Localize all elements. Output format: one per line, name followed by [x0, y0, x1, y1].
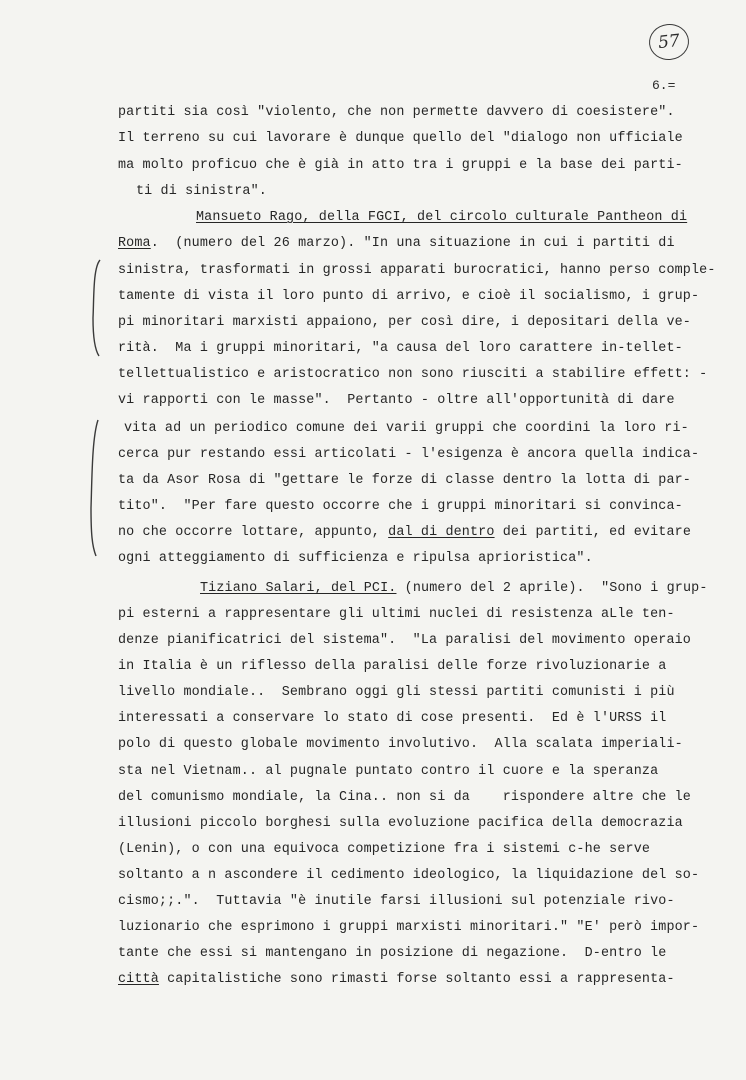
text-segment: no che occorre lottare, appunto,: [118, 525, 389, 540]
text-line: vi rapporti con le masse". Pertanto - oltre all'opportunità di dare: [118, 393, 675, 408]
text-segment: capitalistiche sono rimasti forse soltanto essi a rappresenta-: [158, 972, 675, 987]
text-line: polo di questo globale movimento involutivo. Alla scalata imperiali-: [118, 737, 683, 752]
text-line: pi esterni a rappresentare gli ultimi nuclei di resistenza aLle ten-: [118, 607, 675, 622]
text-line: ta da Asor Rosa di "gettare le forze di classe dentro la lotta di par-: [118, 473, 691, 488]
text-line: sta nel Vietnam.. al pugnale puntato contro il cuore e la speranza: [118, 764, 659, 779]
text-line: cismo;;.". Tuttavia "è inutile farsi illusioni sul potenziale rivo-: [118, 894, 675, 909]
text-line: Il terreno su cui lavorare è dunque quello del "dialogo non ufficiale: [118, 131, 683, 146]
text-line: ogni atteggiamento di sufficienza e ripulsa aprioristica".: [118, 551, 593, 566]
text-line: interessati a conservare lo stato di cose presenti. Ed è l'URSS il: [118, 711, 667, 726]
margin-bracket-mark: [90, 258, 104, 358]
text-line: ma molto proficuo che è già in atto tra i gruppi e la base dei parti-: [118, 158, 683, 173]
author-city: Roma: [118, 236, 151, 251]
text-line: livello mondiale.. Sembrano oggi gli stessi partiti comunisti i più: [118, 685, 675, 700]
text-segment: dei partiti, ed evitare: [494, 525, 692, 540]
text-line: del comunismo mondiale, la Cina.. non si da rispondere altre che le: [118, 790, 691, 805]
text-line: denze pianificatrici del sistema". "La paralisi del movimento operaio: [118, 633, 691, 648]
text-line: partiti sia così "violento, che non permette davvero di coesistere".: [118, 105, 675, 120]
text-segment: (numero del 2 aprile). "Sono i grup-: [396, 581, 708, 596]
text-line: [118, 524, 691, 542]
text-line: soltanto a n ascondere il cedimento ideologico, la liquidazione del so-: [118, 868, 700, 883]
text-line: [118, 235, 675, 253]
page-number: 6.=: [652, 78, 676, 93]
text-line: tellettualistico e aristocratico non sono riusciti a stabilire effett: -: [118, 367, 708, 382]
folio-stamp: 57: [647, 22, 691, 62]
text-line: tamente di vista il loro punto di arrivo, e cioè il socialismo, i grup-: [118, 289, 700, 304]
author-heading: Mansueto Rago, della FGCI, del circolo culturale Pantheon di: [196, 210, 688, 225]
text-line: vita ad un periodico comune dei varii gruppi che coordini la loro ri-: [124, 421, 689, 436]
text-segment: . (numero del 26 marzo). "In una situazione in cui i partiti di: [150, 236, 675, 251]
underlined-phrase: dal di dentro: [388, 525, 495, 540]
text-line: tante che essi si mantengano in posizione di negazione. D-entro le: [118, 946, 667, 961]
text-line: [200, 580, 708, 598]
margin-bracket-mark: [88, 418, 102, 558]
text-line: (Lenin), o con una equivoca competizione fra i sistemi c-he serve: [118, 842, 651, 857]
text-line: ti di sinistra".: [136, 184, 267, 199]
text-line: luzionario che esprimono i gruppi marxisti minoritari." "E' però impor-: [118, 920, 700, 935]
text-line: [118, 971, 675, 989]
text-line: rità. Ma i gruppi minoritari, "a causa del loro carattere in-tellet-: [118, 341, 683, 356]
text-line: illusioni piccolo borghesi sulla evoluzione pacifica della democrazia: [118, 816, 683, 831]
author-heading: Tiziano Salari, del PCI.: [200, 581, 397, 596]
text-line: sinistra, trasformati in grossi apparati burocratici, hanno perso comple-: [118, 263, 716, 278]
text-line: pi minoritari marxisti appaiono, per così dire, i depositari della ve-: [118, 315, 691, 330]
text-line: in Italia è un riflesso della paralisi delle forze rivoluzionarie a: [118, 659, 667, 674]
text-line: cerca pur restando essi articolati - l'esigenza è ancora quella indica-: [118, 447, 700, 462]
underlined-phrase: città: [118, 972, 159, 987]
text-line: tito". "Per fare questo occorre che i gruppi minoritari si convinca-: [118, 499, 683, 514]
